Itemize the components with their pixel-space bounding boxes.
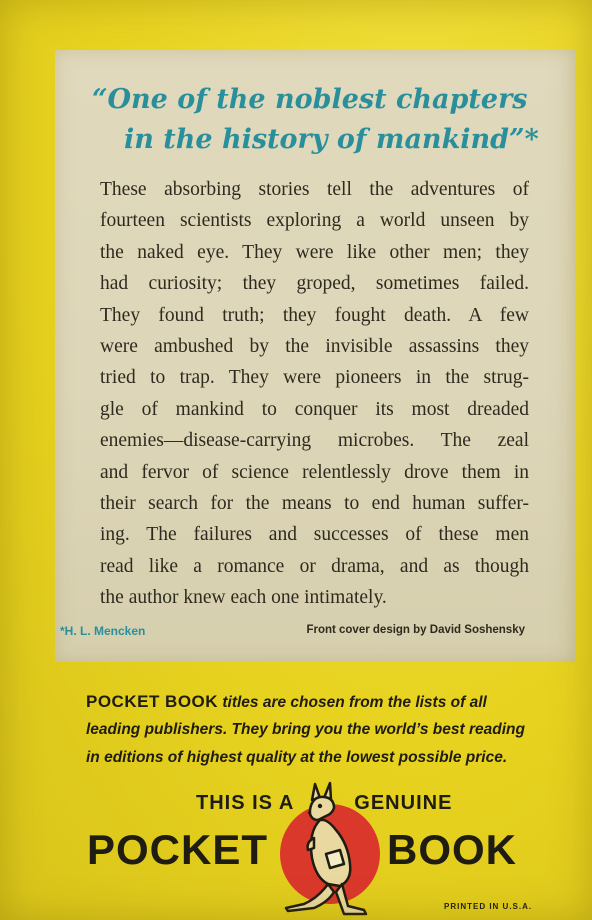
cover-design-credit: Front cover design by David Soshensky	[306, 624, 525, 636]
genuine-left: THIS IS A	[196, 792, 295, 814]
pitch-lead: POCKET BOOK	[86, 692, 219, 711]
blurb-line: had curiosity; they groped, sometimes failed.	[100, 273, 529, 295]
pitch-line-3: in editions of highest quality at the lowest possible price.	[86, 749, 508, 766]
printed-in-usa: PRINTED IN U.S.A.	[444, 902, 533, 911]
brand-pocket: POCKET	[87, 826, 269, 873]
pull-quote-line-2: in the history of mankind”*	[124, 124, 539, 155]
pitch-line-1	[86, 688, 546, 716]
blurb-line: These absorbing stories tell the adventures of	[100, 179, 529, 200]
blurb-line: ing. The failures and successes of these men	[100, 524, 529, 546]
pitch-line-1-rest: titles are chosen from the lists of all	[222, 694, 487, 711]
pull-quote-line-1: “One of the noblest chapters	[92, 84, 528, 115]
brand-book: BOOK	[387, 826, 517, 873]
blurb-line: the author knew each one intimately.	[100, 587, 387, 609]
pitch-line-2: leading publishers. They bring you the world’s best reading	[86, 721, 525, 738]
blurb-line: gle of mankind to conquer its most dreaded	[100, 398, 529, 420]
blurb-line: their search for the means to end human suffer-	[100, 492, 529, 514]
kangaroo-logo-icon	[268, 780, 392, 920]
blurb-line: tried to trap. They were pioneers in the strug-	[100, 367, 529, 389]
blurb-line: fourteen scientists exploring a world unseen by	[100, 210, 529, 232]
pull-quote	[92, 80, 562, 160]
blurb-line: read like a romance or drama, and as though	[100, 555, 529, 577]
genuine-right: GENUINE	[354, 792, 453, 814]
blurb-line: They found truth; they fought death. A few	[100, 304, 529, 326]
publisher-pitch	[86, 688, 546, 772]
blurb-line: and fervor of science relentlessly drove them in	[100, 461, 529, 483]
blurb-line: were ambushed by the invisible assassins they	[100, 335, 529, 357]
blurb-text	[100, 174, 529, 613]
blurb-line: enemies—disease-carrying microbes. The zeal	[100, 430, 529, 452]
blurb-line: the naked eye. They were like other men; they	[100, 241, 529, 263]
quote-attribution: *H. L. Mencken	[60, 624, 146, 638]
